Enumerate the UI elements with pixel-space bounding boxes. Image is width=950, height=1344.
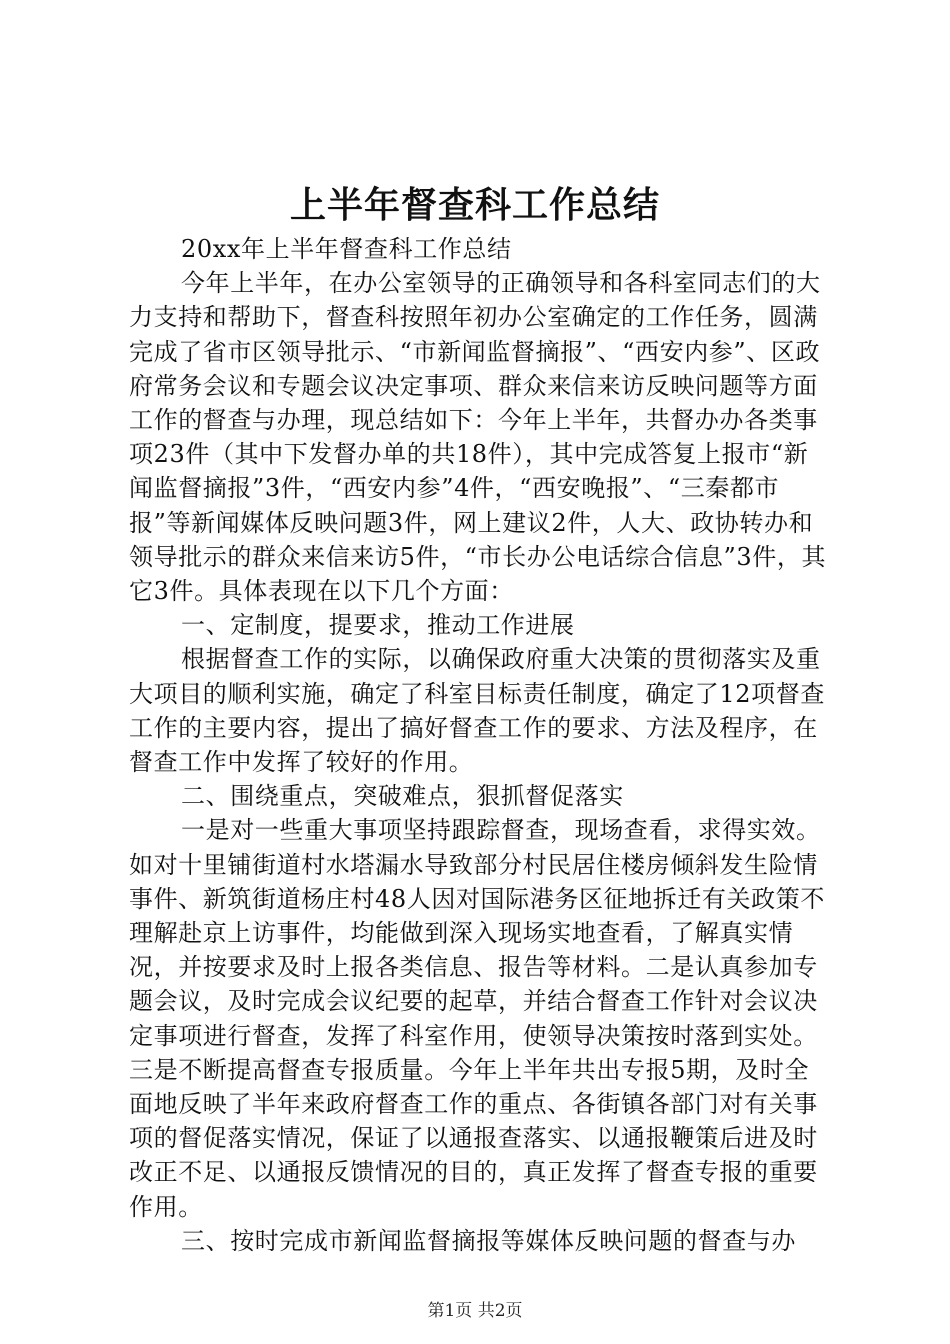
paragraph-section-1: 根据督查工作的实际，以确保政府重大决策的贯彻落实及重大项目的顺利实施，确定了科室目标责任制度，确定了12项督查工作的主要内容，提出了搞好督查工作的要求、方法及程序，在督查工作中发挥了较好的作用。 [129, 645, 825, 777]
document-body [129, 232, 829, 1258]
paragraph-subtitle: 20xx年上半年督查科工作总结 [181, 235, 512, 263]
document-title: 上半年督查科工作总结 [289, 185, 660, 226]
section-heading-3: 三、按时完成市新闻监督摘报等媒体反映问题的督查与办 [181, 1226, 796, 1255]
paragraph-section-2: 一是对一些重大事项坚持跟踪督查，现场查看，求得实效。如对十里铺街道村水塔漏水导致部分村民居住楼房倾斜发生险情事件、新筑街道杨庄村48人因对国际港务区征地拆迁有关政策不理解赴京上访事件，均能做到深入现场实地查看，了解真实情况，并按要求及时上报各类信息、报告等材料。二是认真参加专题会议，及时完成会议纪要的起草，并结合督查工作针对会议决定事项进行督查，发挥了科室作用，使领导决策按时落到实处。三是不断提高督查专报质量。今年上半年共出专报5期，及时全面地反映了半年来政府督查工作的重点、各街镇各部门对有关事项的督促落实情况，保证了以通报查落实、以通报鞭策后进及时改正不足、以通报反馈情况的目的，真正发挥了督查专报的重要作用。 [129, 816, 825, 1221]
section-heading-2: 二、围绕重点，突破难点，狠抓督促落实 [181, 782, 624, 811]
section-heading-1: 一、定制度，提要求，推动工作进展 [181, 611, 575, 640]
page-number: 第1页 共2页 [427, 1301, 523, 1321]
paragraph-intro: 今年上半年，在办公室领导的正确领导和各科室同志们的大力支持和帮助下，督查科按照年初办公室确定的工作任务，圆满完成了省市区领导批示、“市新闻监督摘报”、“西安内参”、区政府常务会议和专题会议决定事项、群众来信来访反映问题等方面工作的督查与办理，现总结如下：今年上半年，共督办办各类事项23件（其中下发督办单的共18件），其中完成答复上报市“新闻监督摘报”3件，“西安内参”4件，“西安晚报”、“三秦都市报”等新闻媒体反映问题3件，网上建议2件，人大、政协转办和领导批示的群众来信来访5件，“市长办公电话综合信息”3件，其它3件。具体表现在以下几个方面： [129, 269, 827, 606]
